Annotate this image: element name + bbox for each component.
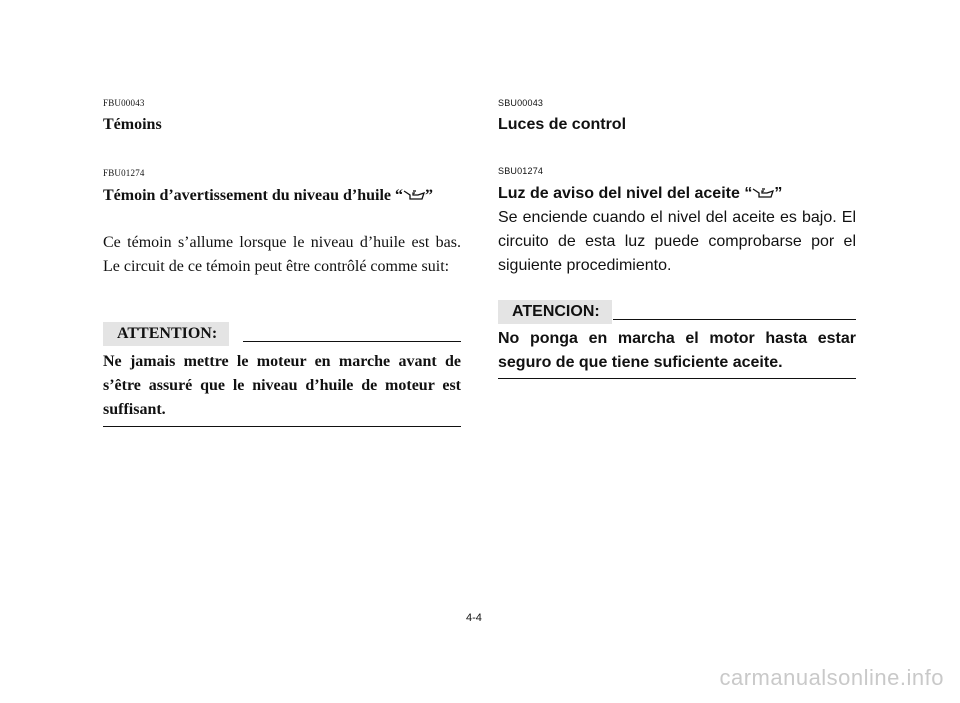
oil-can-icon [403,189,425,201]
item-body: Se enciende cuando el nivel del aceite es bajo. El circuito de esta luz puede comprobarse por el siguiente procedimiento. [498,209,856,274]
item-subheading [498,183,856,205]
item-code: FBU01274 [103,168,145,178]
page-number: 4-4 [466,612,482,624]
subheading-close-quote: ” [425,187,434,204]
section-code: SBU00043 [498,98,544,108]
section-heading: Témoins [103,116,162,133]
warning-header [498,300,856,324]
warning-label: ATTENTION: [103,322,229,346]
warning-text: No ponga en marcha el motor hasta estar seguro de que tiene suficiente aceite. [498,330,856,371]
item-subheading [103,185,461,207]
warning-bottom-rule [498,378,856,379]
warning-header-line [243,341,461,342]
watermark: carmanualsonline.info [719,665,944,690]
item-code: SBU01274 [498,166,544,176]
warning-label: ATENCION: [498,300,612,324]
warning-text: Ne jamais mettre le moteur en marche avant de s’être assuré que le niveau d’huile de moteur est suffisant. [103,353,461,418]
subheading-text: Luz de aviso del nivel del aceite “ [498,185,753,202]
section-heading: Luces de control [498,116,627,133]
oil-can-icon [752,187,774,199]
warning-header-line [613,319,856,320]
warning-bottom-rule [103,426,461,427]
subheading-close-quote: ” [774,185,783,202]
warning-header [103,322,461,346]
subheading-text: Témoin d’avertissement du niveau d’huile “ [103,187,404,204]
section-code: FBU00043 [103,98,145,108]
item-body: Ce témoin s’allume lorsque le niveau d’huile est bas. Le circuit de ce témoin peut être contrôlé comme suit: [103,234,461,275]
